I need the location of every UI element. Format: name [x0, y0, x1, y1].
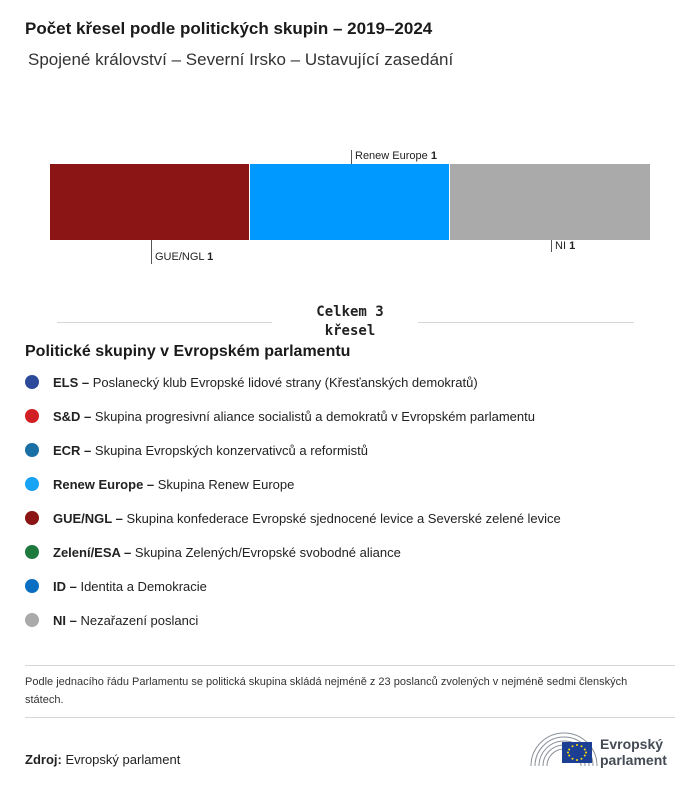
chart-subtitle: Spojené království – Severní Irsko – Ustavující zasedání: [28, 50, 454, 69]
logo-text: [600, 736, 667, 768]
label-leader-line: [551, 240, 552, 252]
legend-color-dot-icon: [25, 375, 39, 389]
footnote: Podle jednacího řádu Parlamentu se politická skupina skládá nejméně z 23 poslanců zvolených v nejméně sedmi členských státech.: [25, 676, 628, 706]
segment-label-value: 1: [569, 240, 576, 252]
legend-color-dot-icon: [25, 409, 39, 423]
segment-label: [355, 150, 437, 162]
legend-item: [25, 474, 294, 494]
legend-abbr: NI –: [53, 612, 77, 628]
legend-color-dot-icon: [25, 477, 39, 491]
logo-line-1: Evropský: [600, 736, 664, 752]
total-rule-left: [57, 322, 272, 323]
legend-color-dot-icon: [25, 511, 39, 525]
legend-item: [25, 406, 535, 426]
legend-name: Skupina konfederace Evropské sjednocené levice a Severské zelené levice: [122, 510, 561, 526]
legend-item: [25, 440, 368, 460]
legend-item: [25, 576, 207, 596]
legend-item: [25, 610, 198, 630]
bar-segment: [450, 164, 650, 240]
legend-title: Politické skupiny v Evropském parlamentu: [25, 343, 351, 360]
total-rule-right: [418, 322, 634, 323]
legend-name: Identita a Demokracie: [76, 578, 207, 594]
seat-chart: [0, 140, 700, 280]
legend-abbr: ELS –: [53, 374, 90, 390]
segment-label-name: Renew Europe: [355, 150, 431, 162]
bar-segment: [250, 164, 449, 240]
divider-top: [25, 665, 675, 666]
source-value: Evropský parlament: [65, 752, 181, 767]
divider-bottom: [25, 717, 675, 718]
legend-name: Skupina Evropských konzervativců a reformistů: [91, 442, 369, 458]
total-seats-label: Celkem 3 křesel: [316, 304, 384, 339]
source-line: [25, 752, 180, 767]
chart-title: Počet křesel podle politických skupin – 2019–2024: [25, 19, 433, 38]
legend-color-dot-icon: [25, 579, 39, 593]
legend-name: Poslanecký klub Evropské lidové strany (Křesťanských demokratů): [89, 374, 478, 390]
label-leader-line: [351, 150, 352, 164]
legend-color-dot-icon: [25, 545, 39, 559]
legend-abbr: S&D –: [53, 408, 92, 424]
legend-abbr: ECR –: [53, 442, 92, 458]
legend-name: Skupina Zelených/Evropské svobodné aliance: [131, 544, 401, 560]
legend-color-dot-icon: [25, 443, 39, 457]
legend-name: Nezařazení poslanci: [76, 612, 199, 628]
legend-item: [25, 542, 401, 562]
label-leader-line: [151, 240, 152, 264]
segment-label-value: 1: [207, 251, 214, 263]
legend-abbr: GUE/NGL –: [53, 510, 123, 526]
segment-label: [555, 240, 575, 252]
bar-segment: [50, 164, 249, 240]
legend-name: Skupina Renew Europe: [154, 476, 295, 492]
segment-label: [155, 251, 213, 263]
legend-abbr: Zelení/ESA –: [53, 544, 132, 560]
legend-item: [25, 508, 561, 528]
legend-item: [25, 372, 478, 392]
segment-label-value: 1: [430, 150, 437, 162]
source-label: Zdroj:: [25, 752, 62, 767]
logo-line-2: parlament: [600, 752, 667, 768]
legend-abbr: Renew Europe –: [53, 476, 155, 492]
segment-label-name: NI: [555, 240, 570, 252]
legend-color-dot-icon: [25, 613, 39, 627]
legend-abbr: ID –: [53, 578, 77, 594]
legend-name: Skupina progresivní aliance socialistů a demokratů v Evropském parlamentu: [91, 408, 535, 424]
segment-label-name: GUE/NGL: [155, 251, 208, 263]
